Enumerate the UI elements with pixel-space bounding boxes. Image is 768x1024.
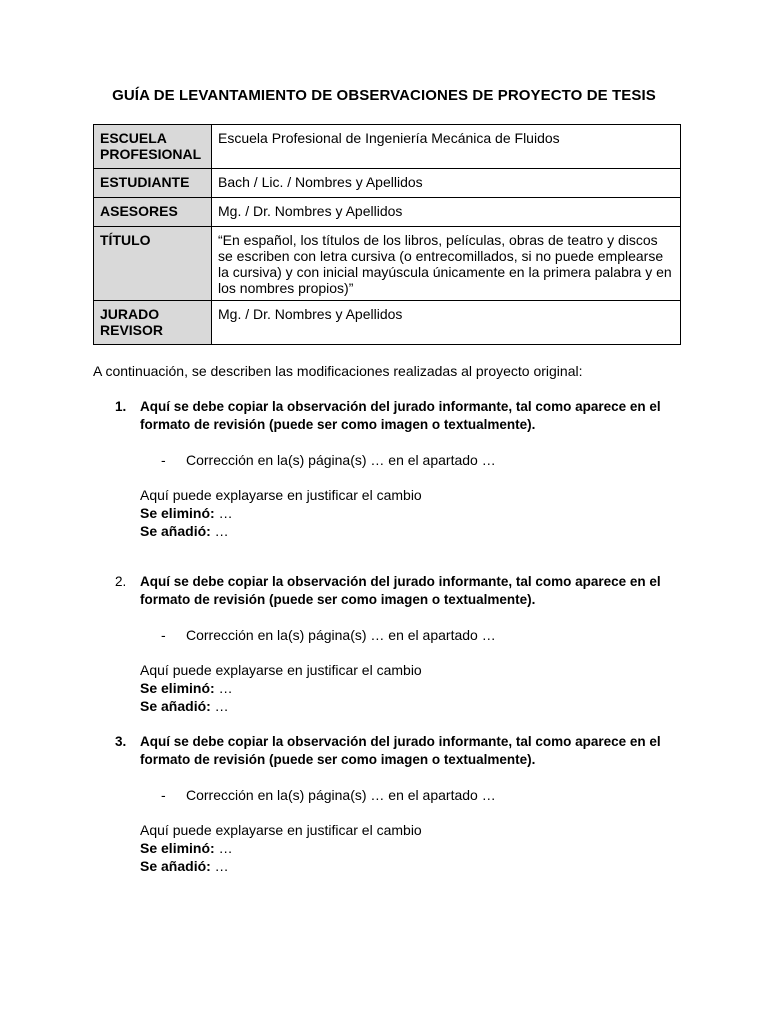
added-label: Se añadió: [140,523,211,539]
table-row [94,301,681,345]
observation-number: 2. [115,574,127,589]
table-row [94,169,681,198]
table-row [94,125,681,169]
added-line [140,522,693,540]
justification-text: Aquí puede explayarse en justificar el cambio [140,487,422,503]
table-row [94,198,681,227]
observation-item [93,733,693,875]
observation-number: 3. [115,734,127,749]
added-value: … [210,698,229,714]
row-value-escuela: Escuela Profesional de Ingeniería Mecánica de Fluidos [212,125,681,169]
row-label-asesores: ASESORES [94,198,212,227]
row-label-jurado: JURADO REVISOR [94,301,212,345]
removed-label: Se eliminó: [140,840,215,856]
observation-body: Aquí se debe copiar la observación del jurado informante, tal como aparece en el formato de revisión (puede ser como imagen o textualmente). [140,399,661,432]
removed-line [140,504,693,522]
removed-value: … [214,680,233,696]
table-row [94,227,681,301]
justification-block [93,821,693,875]
list-dash: - [161,787,166,803]
row-value-jurado: Mg. / Dr. Nombres y Apellidos [212,301,681,345]
row-value-titulo: “En español, los títulos de los libros, películas, obras de teatro y discos se escriben con letra cursiva (o entrecomillados, si no puede emplearse la cursiva) y con inicial mayúscula únicamente en la primera palabra y en los nombres propios)” [212,227,681,301]
correction-line [93,451,693,469]
added-value: … [210,523,229,539]
row-value-asesores: Mg. / Dr. Nombres y Apellidos [212,198,681,227]
correction-line [93,786,693,804]
removed-value: … [214,840,233,856]
removed-label: Se eliminó: [140,680,215,696]
correction-text: Corrección en la(s) página(s) … en el apartado … [186,787,496,803]
correction-text: Corrección en la(s) página(s) … en el apartado … [186,627,496,643]
removed-label: Se eliminó: [140,505,215,521]
row-label-estudiante: ESTUDIANTE [94,169,212,198]
added-label: Se añadió: [140,858,211,874]
removed-value: … [214,505,233,521]
added-line [140,857,693,875]
list-dash: - [161,627,166,643]
row-value-estudiante: Bach / Lic. / Nombres y Apellidos [212,169,681,198]
observation-item [93,573,693,715]
removed-line [140,839,693,857]
justification-block [93,486,693,540]
observation-text [93,398,690,434]
row-label-titulo: TÍTULO [94,227,212,301]
justification-text: Aquí puede explayarse en justificar el cambio [140,822,422,838]
added-value: … [210,858,229,874]
document-title: GUÍA DE LEVANTAMIENTO DE OBSERVACIONES DE PROYECTO DE TESIS [112,87,656,104]
correction-text: Corrección en la(s) página(s) … en el apartado … [186,452,496,468]
observation-number: 1. [115,399,127,414]
intro-text: A continuación, se describen las modificaciones realizadas al proyecto original: [93,363,583,379]
justification-block [93,661,693,715]
observation-item [93,398,693,540]
info-table [93,124,681,345]
observation-body: Aquí se debe copiar la observación del jurado informante, tal como aparece en el formato de revisión (puede ser como imagen o textualmente). [140,734,661,767]
observation-text [93,573,690,609]
added-label: Se añadió: [140,698,211,714]
added-line [140,697,693,715]
removed-line [140,679,693,697]
observation-body: Aquí se debe copiar la observación del jurado informante, tal como aparece en el formato de revisión (puede ser como imagen o textualmente). [140,574,661,607]
list-dash: - [161,452,166,468]
observation-text [93,733,690,769]
row-label-escuela: ESCUELA PROFESIONAL [94,125,212,169]
justification-text: Aquí puede explayarse en justificar el cambio [140,662,422,678]
correction-line [93,626,693,644]
